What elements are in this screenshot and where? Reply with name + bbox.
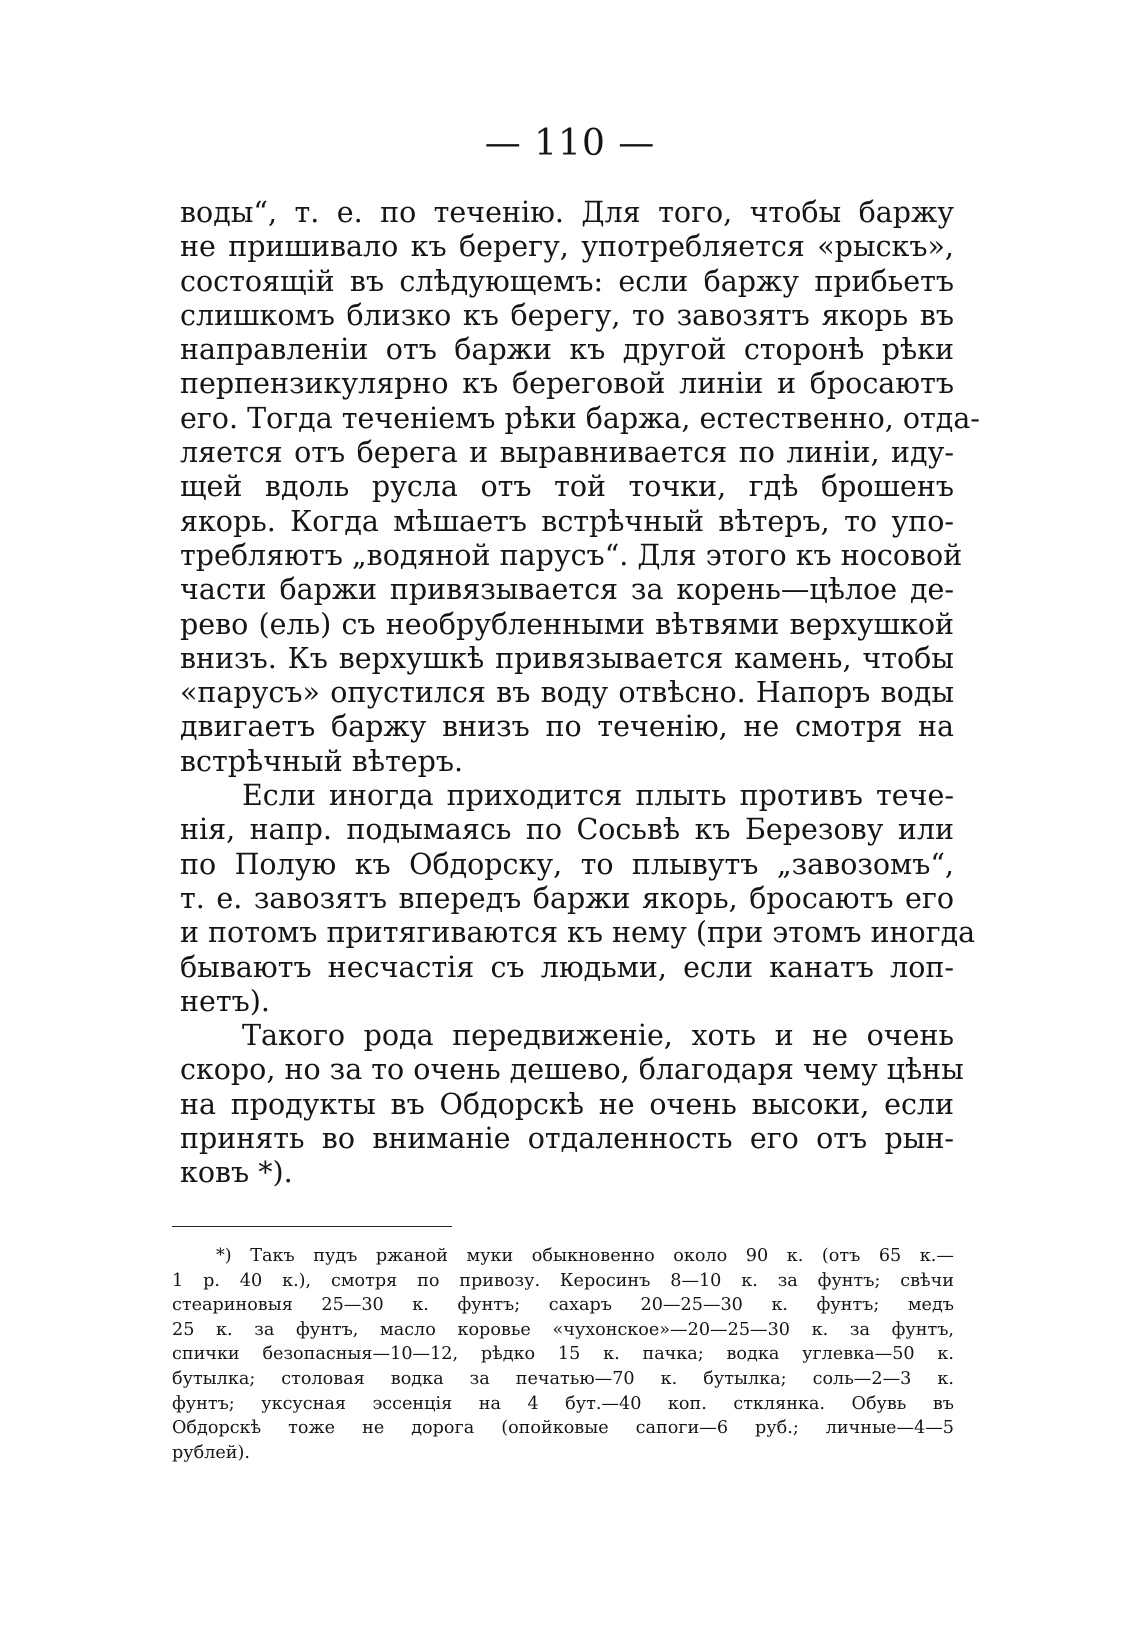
footnote <box>172 1244 954 1465</box>
text-line: части баржи привязывается за корень—цѣлое де- <box>180 573 954 607</box>
text-line: не пришивало къ берегу, употребляется «рыскъ», <box>180 230 954 264</box>
text-line: двигаетъ баржу внизъ по теченію, не смотря на <box>180 710 954 744</box>
text-line: якорь. Когда мѣшаетъ встрѣчный вѣтеръ, то упо- <box>180 504 954 538</box>
footnote-line: 25 к. за фунтъ, масло коровье «чухонское»—20—25—30 к. за фунтъ, <box>172 1319 954 1340</box>
text-line: щей вдоль русла отъ той точки, гдѣ брошенъ <box>180 470 954 504</box>
text-line: состоящій въ слѣдующемъ: если баржу прибьетъ <box>180 264 954 298</box>
footnote-line: стеариновыя 25—30 к. фунтъ; сахаръ 20—25—30 к. фунтъ; медъ <box>172 1295 954 1316</box>
text-line: нетъ). <box>180 984 270 1018</box>
footnote-divider <box>172 1226 452 1227</box>
text-line: перпензикулярно къ береговой линіи и бросаютъ <box>180 367 954 401</box>
text-line: «парусъ» опустился въ воду отвѣсно. Напоръ воды <box>180 676 954 710</box>
text-line: бываютъ несчастія съ людьми, если канатъ лоп- <box>180 950 954 984</box>
text-line: нія, напр. подымаясь по Сосьвѣ къ Березову или <box>180 813 954 847</box>
text-line: по Полую къ Обдорску, то плывутъ „завозомъ“, <box>180 847 954 881</box>
text-line: ляется отъ берега и выравнивается по линіи, иду- <box>180 436 954 470</box>
text-line: ковъ *). <box>180 1156 293 1190</box>
text-line: воды“, т. е. по теченію. Для того, чтобы баржу <box>180 196 954 229</box>
text-line: принять во вниманіе отдаленность его отъ рын- <box>180 1122 954 1156</box>
footnote-line: рублей). <box>172 1442 250 1463</box>
text-line: рево (ель) съ необрубленными вѣтвями верхушкой <box>180 607 954 641</box>
footnote-line: бутылка; столовая водка за печатью—70 к. бутылка; соль—2—3 к. <box>172 1368 954 1389</box>
text-line: Такого рода передвиженіе, хоть и не очень <box>242 1019 954 1053</box>
footnote-line: спички безопасныя—10—12, рѣдко 15 к. пачка; водка углевка—50 к. <box>172 1344 954 1365</box>
body-text <box>180 196 980 1191</box>
text-line: направленіи отъ баржи къ другой сторонѣ рѣки <box>180 333 954 367</box>
text-line: на продукты въ Обдорскѣ не очень высоки, если <box>180 1087 954 1121</box>
footnote-line: Обдорскѣ тоже не дорога (опойковые сапоги—6 руб.; личные—4—5 <box>172 1418 954 1439</box>
text-line: требляютъ „водяной парусъ“. Для этого къ носовой <box>180 538 963 572</box>
text-line: т. е. завозятъ впередъ баржи якорь, бросаютъ его <box>180 881 954 915</box>
text-line: встрѣчный вѣтеръ. <box>180 744 464 778</box>
text-line: Если иногда приходится плыть противъ тече- <box>242 779 954 813</box>
text-line: и потомъ притягиваются къ нему (при этомъ иногда <box>180 916 976 950</box>
footnote-line: 1 р. 40 к.), смотря по привозу. Керосинъ 8—10 к. за фунтъ; свѣчи <box>172 1270 954 1291</box>
footnote-line: *) Такъ пудъ ржаной муки обыкновенно около 90 к. (отъ 65 к.— <box>216 1246 954 1266</box>
text-line: внизъ. Къ верхушкѣ привязывается камень, чтобы <box>180 641 954 675</box>
text-line: слишкомъ близко къ берегу, то завозятъ якорь въ <box>180 298 954 332</box>
text-line: скоро, но за то очень дешево, благодаря чему цѣны <box>180 1053 964 1087</box>
page-number: — 110 — <box>484 123 656 164</box>
text-line: его. Тогда теченіемъ рѣки баржа, естественно, отда- <box>180 401 980 435</box>
footnote-line: фунтъ; уксусная эссенція на 4 бут.—40 коп. стклянка. Обувь въ <box>172 1393 954 1414</box>
